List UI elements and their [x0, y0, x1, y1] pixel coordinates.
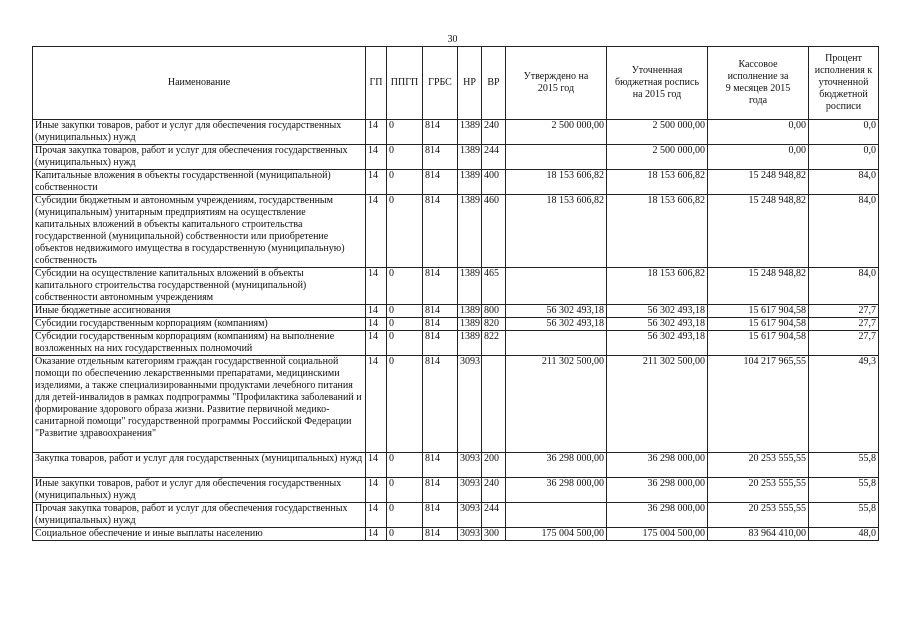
cell-percent: 49,3	[809, 356, 879, 453]
cell-grbs: 814	[423, 503, 458, 528]
cell-refined: 2 500 000,00	[607, 145, 708, 170]
table-row	[33, 478, 879, 503]
cell-nr: 1389	[458, 268, 482, 305]
col-header-name: Наименование	[33, 47, 366, 120]
table-row	[33, 170, 879, 195]
col-header-ppgp: ППГП	[387, 47, 423, 120]
cell-percent: 0,0	[809, 145, 879, 170]
cell-cash: 0,00	[708, 120, 809, 145]
cell-percent: 27,7	[809, 305, 879, 318]
cell-grbs: 814	[423, 528, 458, 541]
cell-ppgp: 0	[387, 331, 423, 356]
cell-approved: 18 153 606,82	[506, 170, 607, 195]
cell-nr: 3093	[458, 503, 482, 528]
cell-percent: 27,7	[809, 331, 879, 356]
cell-gp: 14	[366, 356, 387, 453]
cell-ppgp: 0	[387, 120, 423, 145]
cell-name: Закупка товаров, работ и услуг для государственных (муниципальных) нужд	[33, 453, 366, 478]
cell-gp: 14	[366, 268, 387, 305]
cell-refined: 18 153 606,82	[607, 195, 708, 268]
cell-name: Иные бюджетные ассигнования	[33, 305, 366, 318]
cell-name: Субсидии бюджетным и автономным учреждениям, государственным (муниципальным) унитарным предприятиям на осуществление капитальных вложений в объекты капитального строительства государственной (муниципальной) собственности или приобретение объектов недвижимого имущества в государственную (муниципальную) собственность	[33, 195, 366, 268]
cell-vr: 244	[482, 145, 506, 170]
cell-refined: 18 153 606,82	[607, 170, 708, 195]
cell-grbs: 814	[423, 268, 458, 305]
cell-name: Субсидии государственным корпорациям (компаниям) на выполнение возложенных на них государственных полномочий	[33, 331, 366, 356]
cell-name: Иные закупки товаров, работ и услуг для обеспечения государственных (муниципальных) нужд	[33, 120, 366, 145]
cell-approved: 56 302 493,18	[506, 318, 607, 331]
cell-vr: 465	[482, 268, 506, 305]
cell-grbs: 814	[423, 453, 458, 478]
cell-approved: 36 298 000,00	[506, 453, 607, 478]
budget-table	[32, 46, 879, 541]
table-row	[33, 453, 879, 478]
cell-ppgp: 0	[387, 453, 423, 478]
col-header-refined: Уточненная бюджетная роспись на 2015 год	[607, 47, 708, 120]
cell-name: Социальное обеспечение и иные выплаты населению	[33, 528, 366, 541]
col-header-gp: ГП	[366, 47, 387, 120]
cell-vr: 240	[482, 120, 506, 145]
table-row	[33, 145, 879, 170]
cell-nr: 1389	[458, 170, 482, 195]
cell-approved: 2 500 000,00	[506, 120, 607, 145]
cell-grbs: 814	[423, 331, 458, 356]
cell-gp: 14	[366, 528, 387, 541]
cell-approved	[506, 503, 607, 528]
cell-cash: 15 617 904,58	[708, 305, 809, 318]
table-row	[33, 268, 879, 305]
cell-name: Капитальные вложения в объекты государственной (муниципальной) собственности	[33, 170, 366, 195]
cell-ppgp: 0	[387, 318, 423, 331]
cell-cash: 15 248 948,82	[708, 268, 809, 305]
cell-nr: 1389	[458, 195, 482, 268]
col-header-vr: ВР	[482, 47, 506, 120]
cell-grbs: 814	[423, 356, 458, 453]
cell-nr: 3093	[458, 478, 482, 503]
table-row	[33, 318, 879, 331]
cell-vr: 820	[482, 318, 506, 331]
table-row	[33, 503, 879, 528]
cell-nr: 1389	[458, 318, 482, 331]
cell-name: Субсидии государственным корпорациям (компаниям)	[33, 318, 366, 331]
cell-vr	[482, 356, 506, 453]
cell-gp: 14	[366, 453, 387, 478]
cell-nr: 3093	[458, 528, 482, 541]
cell-cash: 20 253 555,55	[708, 503, 809, 528]
cell-vr: 400	[482, 170, 506, 195]
table-row	[33, 528, 879, 541]
cell-vr: 240	[482, 478, 506, 503]
cell-percent: 84,0	[809, 268, 879, 305]
cell-grbs: 814	[423, 195, 458, 268]
cell-refined: 36 298 000,00	[607, 478, 708, 503]
cell-percent: 55,8	[809, 503, 879, 528]
cell-nr: 3093	[458, 356, 482, 453]
cell-percent: 55,8	[809, 453, 879, 478]
cell-percent: 84,0	[809, 195, 879, 268]
cell-refined: 18 153 606,82	[607, 268, 708, 305]
col-header-approved: Утверждено на 2015 год	[506, 47, 607, 120]
cell-cash: 20 253 555,55	[708, 453, 809, 478]
cell-name: Иные закупки товаров, работ и услуг для обеспечения государственных (муниципальных) нужд	[33, 478, 366, 503]
cell-approved	[506, 145, 607, 170]
cell-gp: 14	[366, 305, 387, 318]
cell-refined: 56 302 493,18	[607, 305, 708, 318]
cell-percent: 55,8	[809, 478, 879, 503]
cell-vr: 300	[482, 528, 506, 541]
cell-nr: 1389	[458, 120, 482, 145]
cell-gp: 14	[366, 318, 387, 331]
cell-percent: 0,0	[809, 120, 879, 145]
cell-cash: 15 248 948,82	[708, 170, 809, 195]
cell-cash: 83 964 410,00	[708, 528, 809, 541]
cell-name: Прочая закупка товаров, работ и услуг для обеспечения государственных (муниципальных) нужд	[33, 503, 366, 528]
table-row	[33, 331, 879, 356]
cell-cash: 15 248 948,82	[708, 195, 809, 268]
cell-name: Оказание отдельным категориям граждан государственной социальной помощи по обеспечению лекарственными препаратами, медицинскими изделиями, а также специализированными продуктами лечебного питания для детей-инвалидов в рамках подпрограммы "Профилактика заболеваний и формирование здорового образа жизни. Развитие первичной медико-санитарной помощи" государственной программы Российской Федерации "Развитие здравоохранения"	[33, 356, 366, 453]
cell-approved	[506, 268, 607, 305]
cell-approved: 56 302 493,18	[506, 305, 607, 318]
cell-vr: 460	[482, 195, 506, 268]
page-number: 30	[447, 34, 458, 45]
cell-gp: 14	[366, 170, 387, 195]
cell-approved	[506, 331, 607, 356]
cell-grbs: 814	[423, 145, 458, 170]
table-header-row	[33, 47, 879, 120]
cell-nr: 1389	[458, 305, 482, 318]
cell-ppgp: 0	[387, 305, 423, 318]
table-row	[33, 356, 879, 453]
col-header-percent: Процент исполнения к уточненной бюджетной росписи	[809, 47, 879, 120]
cell-gp: 14	[366, 120, 387, 145]
cell-ppgp: 0	[387, 503, 423, 528]
cell-ppgp: 0	[387, 478, 423, 503]
cell-refined: 56 302 493,18	[607, 318, 708, 331]
cell-cash: 15 617 904,58	[708, 331, 809, 356]
cell-grbs: 814	[423, 318, 458, 331]
cell-percent: 48,0	[809, 528, 879, 541]
cell-vr: 822	[482, 331, 506, 356]
col-header-nr: НР	[458, 47, 482, 120]
cell-gp: 14	[366, 478, 387, 503]
cell-refined: 36 298 000,00	[607, 503, 708, 528]
cell-vr: 800	[482, 305, 506, 318]
col-header-cash: Кассовое исполнение за 9 месяцев 2015 года	[708, 47, 809, 120]
cell-gp: 14	[366, 503, 387, 528]
cell-grbs: 814	[423, 170, 458, 195]
cell-grbs: 814	[423, 478, 458, 503]
cell-ppgp: 0	[387, 356, 423, 453]
cell-gp: 14	[366, 145, 387, 170]
cell-nr: 1389	[458, 145, 482, 170]
cell-approved: 175 004 500,00	[506, 528, 607, 541]
cell-ppgp: 0	[387, 528, 423, 541]
cell-vr: 200	[482, 453, 506, 478]
cell-refined: 56 302 493,18	[607, 331, 708, 356]
cell-ppgp: 0	[387, 170, 423, 195]
cell-cash: 104 217 965,55	[708, 356, 809, 453]
cell-ppgp: 0	[387, 195, 423, 268]
cell-ppgp: 0	[387, 268, 423, 305]
cell-gp: 14	[366, 331, 387, 356]
cell-nr: 3093	[458, 453, 482, 478]
cell-name: Прочая закупка товаров, работ и услуг для обеспечения государственных (муниципальных) нужд	[33, 145, 366, 170]
cell-cash: 20 253 555,55	[708, 478, 809, 503]
table-row	[33, 305, 879, 318]
cell-approved: 18 153 606,82	[506, 195, 607, 268]
table-row	[33, 120, 879, 145]
cell-percent: 84,0	[809, 170, 879, 195]
col-header-grbs: ГРБС	[423, 47, 458, 120]
cell-cash: 0,00	[708, 145, 809, 170]
cell-gp: 14	[366, 195, 387, 268]
cell-ppgp: 0	[387, 145, 423, 170]
cell-refined: 175 004 500,00	[607, 528, 708, 541]
cell-percent: 27,7	[809, 318, 879, 331]
table-row	[33, 195, 879, 268]
cell-approved: 36 298 000,00	[506, 478, 607, 503]
cell-refined: 2 500 000,00	[607, 120, 708, 145]
cell-refined: 211 302 500,00	[607, 356, 708, 453]
cell-grbs: 814	[423, 120, 458, 145]
cell-name: Субсидии на осуществление капитальных вложений в объекты капитального строительства государственной (муниципальной) собственности автономным учреждениям	[33, 268, 366, 305]
cell-cash: 15 617 904,58	[708, 318, 809, 331]
cell-nr: 1389	[458, 331, 482, 356]
cell-approved: 211 302 500,00	[506, 356, 607, 453]
cell-grbs: 814	[423, 305, 458, 318]
cell-refined: 36 298 000,00	[607, 453, 708, 478]
cell-vr: 244	[482, 503, 506, 528]
